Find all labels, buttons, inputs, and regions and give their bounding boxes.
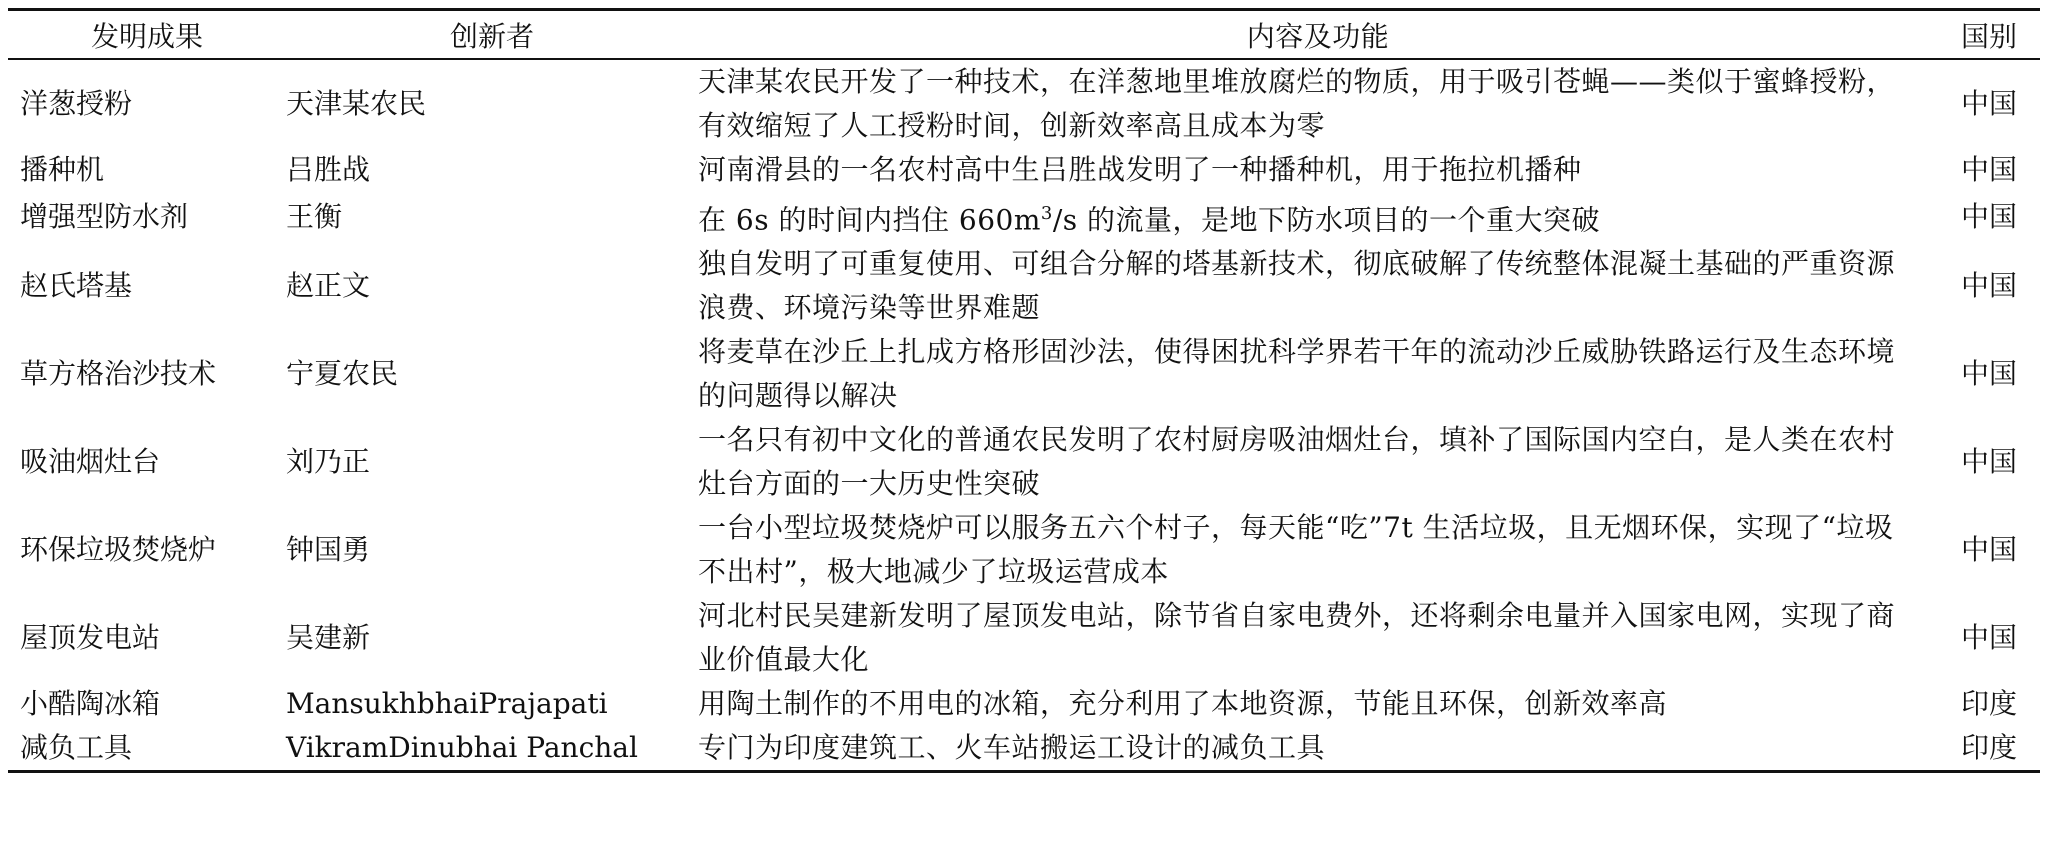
cell-content: [698, 418, 1938, 506]
cell-country: 印度: [1938, 726, 2040, 772]
cell-country: 中国: [1960, 357, 2017, 391]
table-row: [8, 192, 2040, 242]
cell-country: 中国: [1960, 445, 2017, 479]
table-row: [8, 594, 2040, 682]
cell-invention: 增强型防水剂: [20, 200, 189, 234]
innovator-name: MansukhbhaiPrajapati: [286, 687, 608, 721]
cell-invention: 环保垃圾焚烧炉: [20, 533, 217, 567]
cell-country: 中国: [1960, 621, 2017, 655]
content-text: 独自发明了可重复使用、可组合分解的塔基新技术，彻底破解了传统整体混凝土基础的严重资源浪费、环境污染等世界难题: [698, 247, 1896, 325]
cell-country: 中国: [1960, 87, 2017, 120]
cell-innovator: 刘乃正: [286, 445, 371, 479]
content-text: 一台小型垃圾焚烧炉可以服务五六个村子，每天能“吃”7t 生活垃圾，且无烟环保，实现了“垃圾不出村”，极大地减少了垃圾运营成本: [698, 511, 1894, 589]
cell-invention: 屋顶发电站: [20, 621, 161, 655]
cell-innovator: 吴建新: [286, 621, 371, 655]
content-text: [698, 192, 1908, 242]
content-pre: 在 6s 的时间内挡住 660m: [698, 203, 1041, 237]
cell-content: [698, 242, 1938, 330]
cell-content: [698, 506, 1938, 594]
table-row: [8, 726, 2040, 772]
table-row: [8, 330, 2040, 418]
cell-innovator: 钟国勇: [286, 533, 371, 567]
table-row: [8, 242, 2040, 330]
cell-invention: 草方格治沙技术: [20, 357, 217, 391]
cell-country: 中国: [1960, 200, 2017, 234]
cell-innovator: [286, 726, 698, 772]
content-text: 天津某农民开发了一种技术，在洋葱地里堆放腐烂的物质，用于吸引苍蝇——类似于蜜蜂授粉，有效缩短了人工授粉时间，创新效率高且成本为零: [698, 65, 1896, 142]
header-country: 国别: [1938, 10, 2040, 60]
innovation-table: [8, 8, 2040, 773]
cell-invention: 洋葱授粉: [20, 87, 133, 120]
cell-content: [698, 330, 1938, 418]
cell-country: 中国: [1960, 153, 2017, 186]
content-text: 专门为印度建筑工、火车站搬运工设计的减负工具: [698, 731, 1326, 765]
cell-content: [698, 59, 1938, 148]
content-text: 用陶土制作的不用电的冰箱，充分利用了本地资源，节能且环保，创新效率高: [698, 687, 1668, 721]
cell-innovator: [286, 682, 698, 726]
table-row: [8, 148, 2040, 192]
content-superscript: 3: [1040, 203, 1053, 224]
content-text: 将麦草在沙丘上扎成方格形固沙法，使得困扰科学界若干年的流动沙丘威胁铁路运行及生态环境的问题得以解决: [698, 335, 1896, 413]
header-row: [8, 10, 2040, 60]
cell-content: [698, 594, 1938, 682]
content-text: 河南滑县的一名农村高中生吕胜战发明了一种播种机，用于拖拉机播种: [698, 153, 1582, 186]
innovation-table-container: [8, 8, 2040, 773]
innovator-name: VikramDinubhai Panchal: [286, 731, 638, 765]
header-invention: 发明成果: [8, 10, 286, 60]
table-row: [8, 418, 2040, 506]
cell-invention: 赵氏塔基: [20, 269, 133, 303]
table-row: [8, 506, 2040, 594]
cell-content: [698, 192, 1938, 242]
cell-invention: 吸油烟灶台: [20, 445, 161, 479]
header-innovator: 创新者: [286, 10, 698, 60]
cell-country: 中国: [1960, 533, 2017, 567]
table-header: [8, 10, 2040, 60]
table-row: [8, 682, 2040, 726]
cell-content: [698, 148, 1938, 192]
cell-innovator: 吕胜战: [286, 153, 371, 186]
cell-country: 印度: [1960, 687, 2017, 721]
cell-content: [698, 682, 1938, 726]
table-body: [8, 59, 2040, 772]
content-text: 一名只有初中文化的普通农民发明了农村厨房吸油烟灶台，填补了国际国内空白，是人类在农村灶台方面的一大历史性突破: [698, 423, 1896, 501]
content-post: /s 的流量，是地下防水项目的一个重大突破: [1052, 203, 1601, 237]
cell-invention: 减负工具: [8, 726, 286, 772]
content-text: 河北村民吴建新发明了屋顶发电站，除节省自家电费外，还将剩余电量并入国家电网，实现了商业价值最大化: [698, 599, 1896, 677]
cell-country: 中国: [1960, 269, 2017, 303]
header-content: 内容及功能: [698, 10, 1938, 60]
cell-innovator: 王衡: [286, 200, 343, 234]
cell-innovator: 宁夏农民: [286, 357, 399, 391]
cell-content: [698, 726, 1938, 772]
cell-invention: 播种机: [20, 153, 105, 186]
cell-innovator: 赵正文: [286, 269, 371, 303]
cell-innovator: 天津某农民: [286, 87, 427, 120]
cell-invention: 小酷陶冰箱: [20, 687, 161, 721]
table-row: [8, 59, 2040, 148]
